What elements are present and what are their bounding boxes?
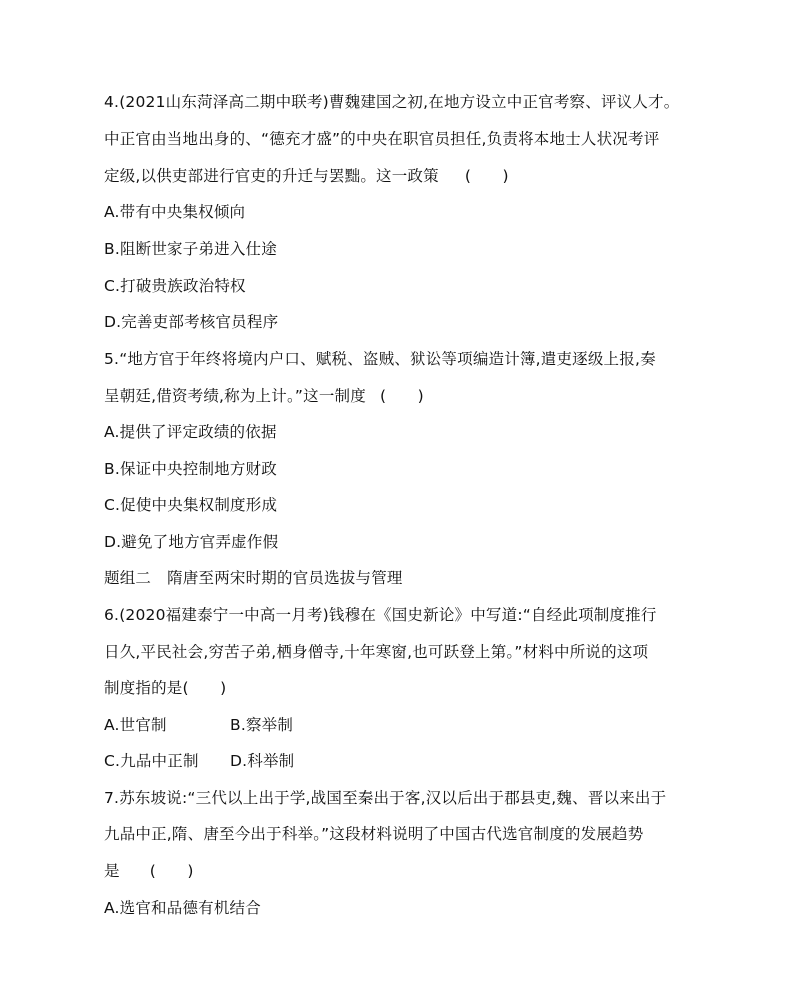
q5-stem-line-2 [104,385,424,407]
q6-option-d: D.科举制 [230,752,295,770]
q6-options-row-2 [104,750,294,772]
q6-stem-line-3 [104,677,226,699]
q4-answer-bracket: ( ) [464,167,509,185]
group-label: 题组二 [104,569,152,587]
q5-option-c: C.促使中央集权制度形成 [104,496,278,514]
q4-option-d: D.完善吏部考核官员程序 [104,313,279,331]
q6-option-c: C.九品中正制 [104,752,199,770]
q5-answer-bracket: ( ) [379,387,424,405]
q5-option-d: D.避免了地方官弄虚作假 [104,533,279,551]
q4-option-c: C.打破贵族政治特权 [104,277,246,295]
q5-option-a: A.提供了评定政绩的依据 [104,423,277,441]
q4-option-a: A.带有中央集权倾向 [104,203,246,221]
q7-option-a: A.选官和品德有机结合 [104,899,261,917]
q4-stem-line-3 [104,165,509,187]
q6-answer-bracket: ( ) [182,679,227,697]
q6-stem-line-2: 日久,平民社会,穷苦子弟,栖身僧寺,十年寒窗,也可跃登上第。”材料中所说的这项 [104,643,649,661]
group-heading [104,567,403,589]
q5-stem-line-1: 5.“地方官于年终将境内户口、赋税、盗贼、狱讼等项编造计簿,遣吏逐级上报,奏 [104,350,656,368]
q7-stem-line-1: 7.苏东坡说:“三代以上出于学,战国至秦出于客,汉以后出于郡县吏,魏、晋以来出于 [104,789,667,807]
q5-stem-line-2-text: 呈朝廷,借资考绩,称为上计。”这一制度 [104,387,366,405]
q7-stem-line-3 [104,860,194,882]
group-title: 隋唐至两宋时期的官员选拔与管理 [167,569,403,587]
q7-stem-line-2: 九品中正,隋、唐至今出于科举。”这段材料说明了中国古代选官制度的发展趋势 [104,825,644,843]
q6-stem-line-1: 6.(2020福建泰宁一中高一月考)钱穆在《国史新论》中写道:“自经此项制度推行 [104,606,657,624]
q6-option-b: B.察举制 [230,716,294,734]
q5-option-b: B.保证中央控制地方财政 [104,460,277,478]
q4-option-b: B.阻断世家子弟进入仕途 [104,240,277,258]
q6-stem-line-3-text: 制度指的是 [104,679,183,697]
q4-stem-line-2: 中正官由当地出身的、“德充才盛”的中央在职官员担任,负责将本地士人状况考评 [104,130,660,148]
q4-stem-line-1: 4.(2021山东菏泽高二期中联考)曹魏建国之初,在地方设立中正官考察、评议人才。 [104,93,680,111]
q7-stem-line-3-text: 是 [104,862,120,880]
q7-answer-bracket: ( ) [149,862,194,880]
q6-options-row-1 [104,714,293,736]
q4-stem-line-3-text: 定级,以供吏部进行官吏的升迁与罢黜。这一政策 [104,167,439,185]
q6-option-a: A.世官制 [104,716,167,734]
